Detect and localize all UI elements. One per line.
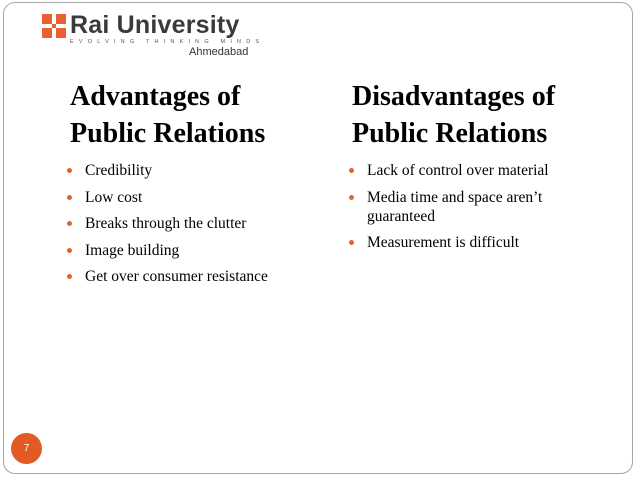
bullet-dot-icon: [67, 168, 72, 173]
advantage-item-text: Get over consumer resistance: [85, 268, 268, 285]
disadvantages-heading: [352, 78, 622, 152]
advantage-item: [67, 188, 327, 207]
disadvantage-item-text: Measurement is difficult: [367, 234, 520, 251]
advantage-item-text: Low cost: [85, 188, 143, 206]
advantage-item: [67, 161, 327, 180]
disadvantage-item: [349, 233, 609, 252]
advantages-list: [67, 161, 327, 294]
university-logo: [42, 10, 272, 60]
advantage-item: [67, 267, 327, 286]
disadvantages-heading-line2: Public Relations: [352, 118, 548, 149]
disadvantage-item: [349, 161, 609, 180]
advantage-item-text: Image building: [85, 241, 180, 259]
bullet-dot-icon: [67, 274, 72, 279]
bullet-dot-icon: [349, 240, 354, 245]
advantage-item: [67, 214, 327, 233]
bullet-dot-icon: [67, 221, 72, 226]
disadvantages-heading-line1: Disadvantages of: [352, 81, 556, 112]
bullet-dot-icon: [67, 195, 72, 200]
advantages-heading-line2: Public Relations: [70, 118, 266, 149]
disadvantage-item: [349, 188, 609, 226]
logo-campus: Ahmedabad: [189, 46, 249, 58]
logo-name: Rai University: [70, 11, 240, 39]
advantage-item-text: Credibility: [85, 162, 153, 179]
logo-mark-icon: [42, 14, 66, 38]
advantages-column: [70, 78, 340, 285]
disadvantage-item-text: Lack of control over material: [367, 162, 549, 179]
bullet-dot-icon: [349, 168, 354, 173]
advantages-heading: [70, 78, 340, 152]
bullet-dot-icon: [349, 195, 354, 200]
advantage-item: [67, 241, 327, 260]
advantage-item-text: Breaks through the clutter: [85, 215, 247, 232]
page-number-badge: 7: [11, 433, 42, 464]
logo-tagline: EVOLVING THINKING MINDS: [70, 39, 265, 45]
disadvantages-list: [349, 161, 609, 260]
bullet-dot-icon: [67, 248, 72, 253]
disadvantage-item-text: Media time and space aren’t guaranteed: [367, 188, 543, 225]
disadvantages-column: [352, 78, 622, 251]
advantages-heading-line1: Advantages of: [70, 81, 241, 112]
